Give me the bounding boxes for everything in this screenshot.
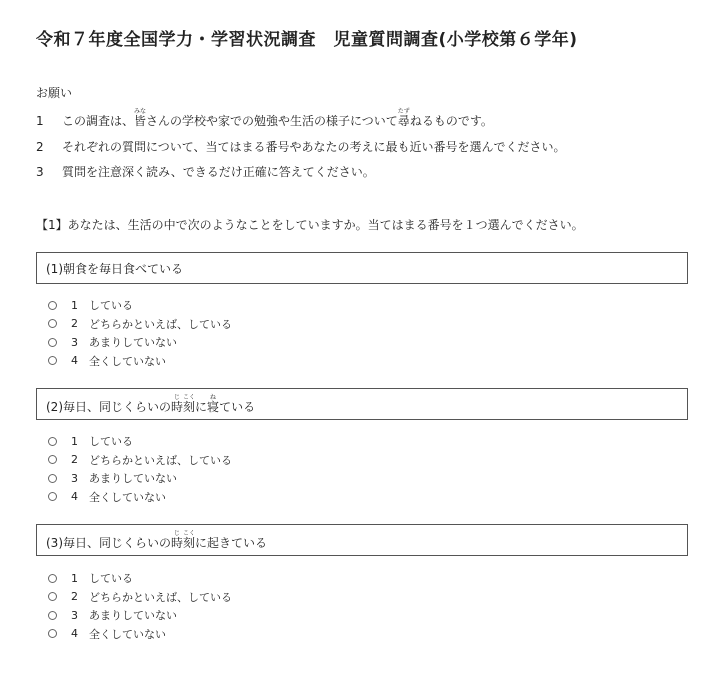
furigana-word: 時じ bbox=[171, 529, 184, 550]
furigana-word: 刻こく bbox=[183, 393, 196, 414]
option-label: どちらかといえば、している bbox=[89, 317, 232, 331]
question-2-option-1[interactable] bbox=[48, 432, 232, 451]
radio-button[interactable] bbox=[48, 592, 57, 601]
option-label: どちらかといえば、している bbox=[89, 453, 232, 467]
question-3-text: (3)毎日、同じくらいの時じ刻こくに起きている bbox=[46, 529, 268, 550]
question-1-box bbox=[36, 252, 688, 284]
option-label: 全くしていない bbox=[89, 354, 166, 368]
instruction-number: 3 bbox=[36, 165, 44, 179]
option-number: 1 bbox=[71, 571, 78, 585]
question-1-option-3[interactable] bbox=[48, 333, 232, 352]
option-number: 4 bbox=[71, 354, 78, 368]
radio-button[interactable] bbox=[48, 474, 57, 483]
question-3-option-2[interactable] bbox=[48, 588, 232, 607]
option-label: あまりしていない bbox=[89, 472, 177, 486]
question-3-option-1[interactable] bbox=[48, 569, 232, 588]
intro-heading: お願い bbox=[36, 86, 73, 100]
question-2-box bbox=[36, 388, 688, 420]
instruction-3 bbox=[36, 163, 375, 180]
question-3-box bbox=[36, 524, 688, 556]
radio-button[interactable] bbox=[48, 629, 57, 638]
radio-button[interactable] bbox=[48, 437, 57, 446]
option-label: している bbox=[89, 299, 133, 313]
option-number: 3 bbox=[71, 608, 78, 622]
radio-button[interactable] bbox=[48, 492, 57, 501]
furigana-word: 時じ bbox=[171, 393, 184, 414]
instruction-2 bbox=[36, 138, 566, 155]
radio-button[interactable] bbox=[48, 455, 57, 464]
option-number: 2 bbox=[71, 453, 78, 467]
question-2-option-4[interactable] bbox=[48, 488, 232, 507]
radio-button[interactable] bbox=[48, 574, 57, 583]
question-1-option-1[interactable] bbox=[48, 296, 232, 315]
option-number: 4 bbox=[71, 490, 78, 504]
furigana-word: 皆みな bbox=[134, 108, 147, 128]
radio-button[interactable] bbox=[48, 319, 57, 328]
option-number: 1 bbox=[71, 434, 78, 448]
option-label: 全くしていない bbox=[89, 627, 166, 641]
option-label: あまりしていない bbox=[89, 609, 177, 623]
question-2-text: (2)毎日、同じくらいの時じ刻こくに寝ねている bbox=[46, 393, 256, 414]
option-number: 3 bbox=[71, 471, 78, 485]
section-1-prompt: 【1】あなたは、生活の中で次のようなことをしていますか。当てはまる番号を１つ選んでください。 bbox=[36, 218, 584, 232]
question-1-option-2[interactable] bbox=[48, 315, 232, 334]
question-1-text: (1)朝食を毎日食べている bbox=[46, 261, 183, 276]
question-2-option-3[interactable] bbox=[48, 469, 232, 488]
option-label: している bbox=[89, 435, 133, 449]
option-label: している bbox=[89, 572, 133, 586]
question-3-option-4[interactable] bbox=[48, 625, 232, 644]
furigana-word: 寝ね bbox=[207, 393, 220, 414]
furigana-word: 刻こく bbox=[183, 529, 196, 550]
option-label: どちらかといえば、している bbox=[89, 590, 232, 604]
question-1-option-4[interactable] bbox=[48, 352, 232, 371]
radio-button[interactable] bbox=[48, 611, 57, 620]
option-number: 3 bbox=[71, 335, 78, 349]
option-label: あまりしていない bbox=[89, 336, 177, 350]
question-1-options bbox=[48, 296, 232, 370]
furigana-word: 尋たず bbox=[397, 108, 410, 128]
question-3-options bbox=[48, 569, 232, 643]
instruction-text: 質問を注意深く読み、できるだけ正確に答えてください。 bbox=[62, 165, 375, 179]
question-3-option-3[interactable] bbox=[48, 606, 232, 625]
radio-button[interactable] bbox=[48, 338, 57, 347]
option-number: 2 bbox=[71, 317, 78, 331]
instruction-text: それぞれの質問について、当てはまる番号やあなたの考えに最も近い番号を選んでください。 bbox=[62, 140, 566, 154]
option-label: 全くしていない bbox=[89, 490, 166, 504]
question-2-option-2[interactable] bbox=[48, 451, 232, 470]
question-2-options bbox=[48, 432, 232, 506]
option-number: 4 bbox=[71, 627, 78, 641]
radio-button[interactable] bbox=[48, 301, 57, 310]
page-title: 令和７年度全国学力・学習状況調査 児童質問調査(小学校第６学年) bbox=[36, 30, 578, 50]
option-number: 1 bbox=[71, 298, 78, 312]
instruction-number: 1 bbox=[36, 114, 44, 128]
instruction-1 bbox=[36, 108, 493, 129]
option-number: 2 bbox=[71, 590, 78, 604]
radio-button[interactable] bbox=[48, 356, 57, 365]
instruction-text: この調査は、皆みなさんの学校や家での勉強や生活の様子について尋たずねるものです。 bbox=[62, 108, 493, 128]
instruction-number: 2 bbox=[36, 140, 44, 154]
